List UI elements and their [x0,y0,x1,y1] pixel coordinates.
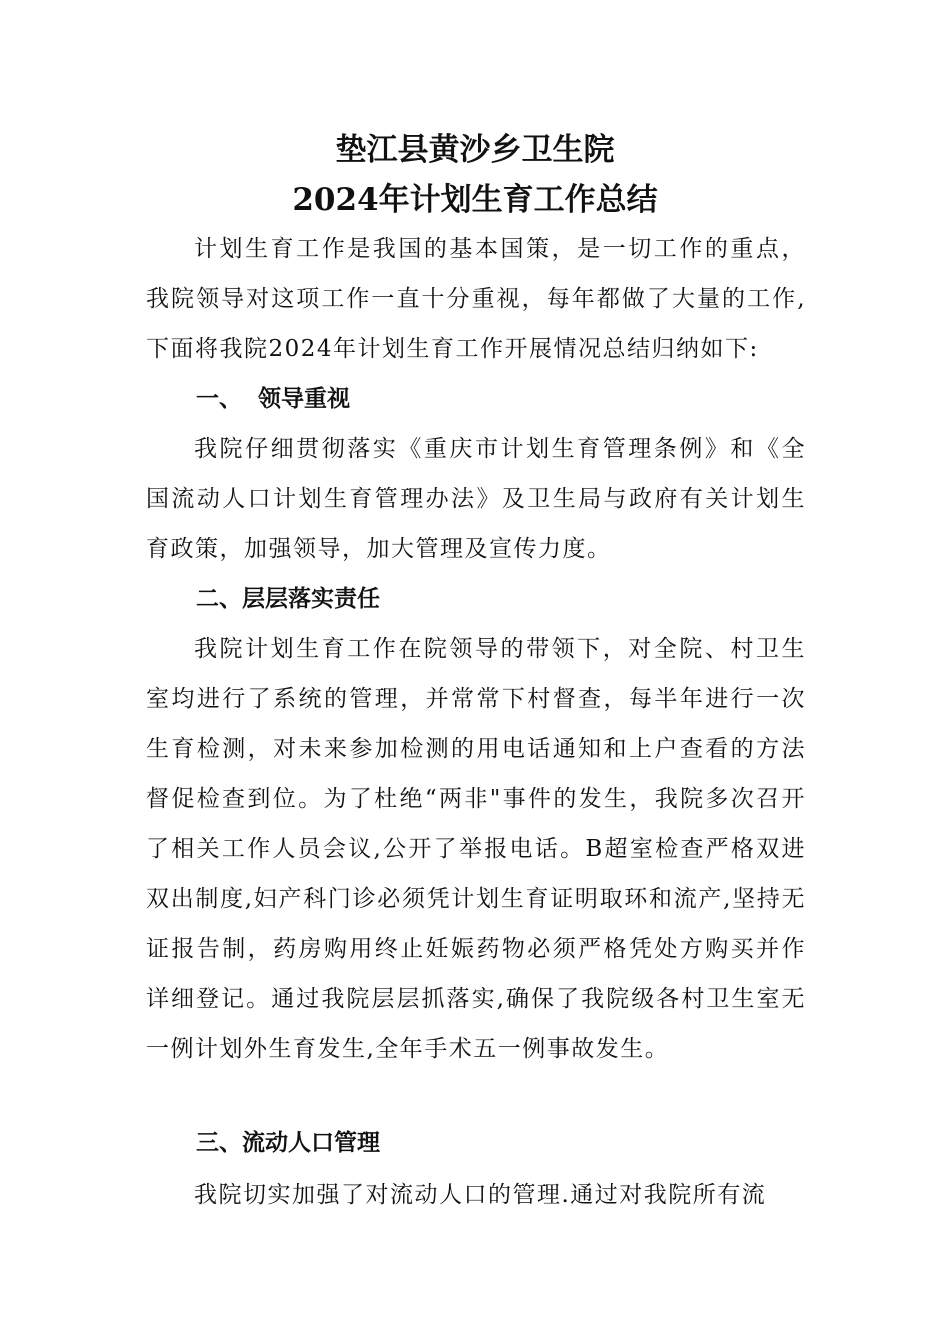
section-body-3: 我院切实加强了对流动人口的管理.通过对我院所有流 [194,1182,767,1208]
section-body-2: 我院计划生育工作在院领导的带领下，对全院、村卫生室均进行了系统的管理，并常常下村督查，每半年进行一次生育检测，对未来参加检测的用电话通知和上户查看的方法督促检查到位。为了杜绝“两非"事件的发生，我院多次召开了相关工作人员会议,公开了举报电话。B超室检查严格双进双出制度,妇产科门诊必须凭计划生育证明取环和流产,坚持无证报告制，药房购用终止妊娠药物必须严格凭处方购买并作详细登记。通过我院层层抓落实,确保了我院级各村卫生室无一例计划外生育发生,全年手术五一例事故发生。 [146,636,806,1062]
intro-paragraph: 计划生育工作是我国的基本国策，是一切工作的重点，我院领导对这项工作一直十分重视，每年都做了大量的工作,下面将我院2024年计划生育工作开展情况总结归纳如下: [146,236,806,362]
document-title-line2: 2024年计划生育工作总结 [292,182,658,218]
section-heading-3: 三、流动人口管理 [196,1130,380,1156]
section-body-1: 我院仔细贯彻落实《重庆市计划生育管理条例》和《全国流动人口计划生育管理办法》及卫生局与政府有关计划生育政策，加强领导，加大管理及宣传力度。 [146,436,806,562]
section-heading-2: 二、层层落实责任 [196,586,380,612]
section-heading-1: 一、 领导重视 [196,386,351,412]
document-title-line1: 垫江县黄沙乡卫生院 [335,132,615,168]
